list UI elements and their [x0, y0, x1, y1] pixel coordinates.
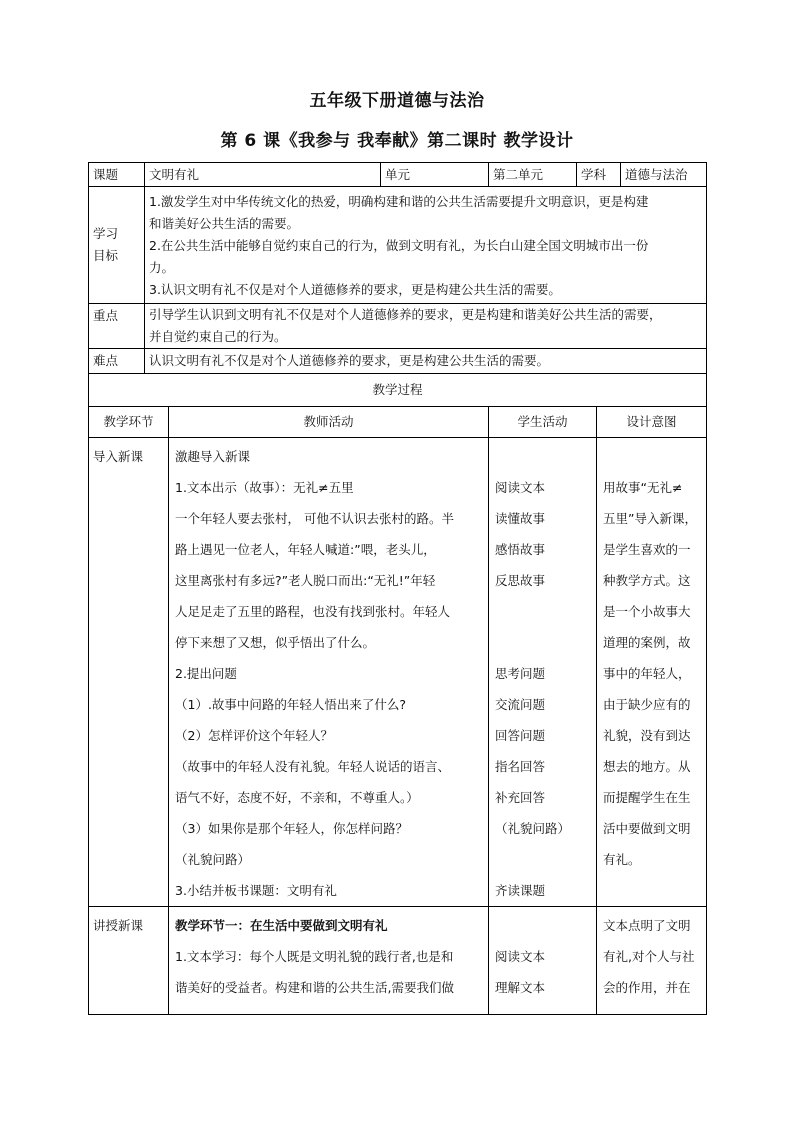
intent-line: 有礼。 [603, 852, 641, 867]
student-line: 齐读课题 [495, 883, 546, 898]
student-line: 反思故事 [495, 573, 546, 588]
intro-section-row [89, 438, 707, 907]
goals-content [145, 187, 707, 304]
student-line [495, 596, 592, 627]
difficulty-row [89, 349, 707, 374]
student-line: 指名回答 [495, 759, 546, 774]
intent-line: 用故事“无礼≠ [603, 480, 683, 495]
unit-label: 单元 [381, 163, 489, 187]
difficulty-content: 认识文明有礼不仅是对个人道德修养的要求，更是构建公共生活的需要。 [145, 349, 707, 374]
teacher-line: （礼貌问路） [175, 852, 251, 867]
lesson-plan-table [88, 162, 707, 1015]
teacher-line: 路上遇见一位老人，年轻人喊道:”喂，老头儿， [175, 542, 436, 557]
intro-student-activity [489, 438, 597, 907]
intent-line: 想去的地方。从 [603, 759, 691, 774]
goals-line: 2.在公共生活中能够自觉约束自己的行为，做到文明有礼，为长白山建全国文明城市出一份 [149, 238, 649, 253]
student-line [495, 627, 592, 658]
intent-line: 会的作用，并在 [603, 980, 691, 995]
col-header-intent: 设计意图 [597, 407, 707, 438]
teacher-line: 停下来想了又想，似乎悟出了什么。 [175, 635, 376, 650]
intent-line: 文本点明了文明 [603, 918, 691, 933]
student-line: 回答问题 [495, 728, 546, 743]
teach-student-activity [489, 907, 597, 1015]
student-line: 交流问题 [495, 697, 546, 712]
teach-design-intent [597, 907, 707, 1015]
teach-stage-name [89, 907, 169, 1015]
teach-section-row [89, 907, 707, 1015]
intro-design-intent [597, 438, 707, 907]
teacher-line: 激趣导入新课 [175, 449, 251, 464]
intent-line: 由于缺少应有的 [603, 697, 691, 712]
teacher-line-heading: 教学环节一：在生活中要做到文明有礼 [175, 918, 388, 933]
col-header-stage: 教学环节 [89, 407, 169, 438]
process-header-row [89, 374, 707, 407]
student-line [495, 844, 592, 875]
teach-teacher-activity [169, 907, 489, 1015]
intent-line: 道理的案例，故 [603, 635, 691, 650]
intent-line: 种教学方式。这 [603, 573, 691, 588]
intro-teacher-activity [169, 438, 489, 907]
teacher-line: 1.文本出示（故事）：无礼≠五里 [175, 480, 354, 495]
info-row [89, 163, 707, 187]
teacher-line: 语气不好，态度不好，不亲和，不尊重人。） [175, 790, 419, 805]
discipline-label: 学科 [577, 163, 621, 187]
col-header-teacher: 教师活动 [169, 407, 489, 438]
goals-line: 和谐美好公共生活的需要。 [149, 216, 300, 231]
teacher-line: 人足足走了五里的路程，也没有找到张村。年轻人 [175, 604, 451, 619]
intent-line: 礼貌，没有到达 [603, 728, 691, 743]
teach-stage-label: 讲授新课 [93, 918, 144, 933]
intent-line: 事中的年轻人， [603, 666, 691, 681]
goals-label [89, 187, 145, 304]
difficulty-label: 难点 [89, 349, 145, 374]
intent-line: 是一个小故事大 [603, 604, 691, 619]
intent-line: 五里”导入新课， [603, 511, 698, 526]
student-line: 补充回答 [495, 790, 546, 805]
student-line [495, 910, 592, 941]
intro-stage-label: 导入新课 [93, 449, 144, 464]
key-point-line: 引导学生认识到文明有礼不仅是对个人道德修养的要求，更是构建和谐美好公共生活的需要， [149, 307, 662, 322]
student-line: 思考问题 [495, 666, 546, 681]
teacher-line: 1.文本学习：每个人既是文明礼貌的践行者,也是和 [175, 949, 454, 964]
key-point-content [145, 304, 707, 349]
discipline-value: 道德与法治 [621, 163, 707, 187]
goals-line: 力。 [149, 260, 175, 275]
goals-label-line2: 目标 [93, 248, 119, 263]
student-line: 理解文本 [495, 980, 546, 995]
goals-row [89, 187, 707, 304]
goals-label-line1: 学习 [93, 226, 119, 241]
column-header-row [89, 407, 707, 438]
student-line: 阅读文本 [495, 949, 546, 964]
teacher-line: 谐美好的受益者。构建和谐的公共生活,需要我们做 [175, 980, 454, 995]
unit-value: 第二单元 [489, 163, 577, 187]
document-subtitle: 第 6 课《我参与 我奉献》第二课时 教学设计 [220, 131, 574, 151]
col-header-student: 学生活动 [489, 407, 597, 438]
student-line: 感悟故事 [495, 542, 546, 557]
key-point-row [89, 304, 707, 349]
teacher-line: 一个年轻人要去张村， 可他不认识去张村的路。半 [175, 511, 454, 526]
intent-line: 而提醒学生在生 [603, 790, 691, 805]
process-header: 教学过程 [89, 374, 707, 407]
student-line: （礼貌问路） [495, 821, 571, 836]
teacher-line: （3）如果你是那个年轻人，你怎样问路？ [175, 821, 408, 836]
subject-value: 文明有礼 [145, 163, 381, 187]
intent-line: 有礼,对个人与社 [603, 949, 695, 964]
goals-line: 3.认识文明有礼不仅是对个人道德修养的要求，更是构建公共生活的需要。 [149, 282, 561, 297]
goals-line: 1.激发学生对中华传统文化的热爱，明确构建和谐的公共生活需要提升文明意识，更是构建 [149, 194, 649, 209]
teacher-line: （2）怎样评价这个年轻人？ [175, 728, 333, 743]
key-point-line: 并自觉约束自己的行为。 [149, 329, 287, 344]
intent-line: 是学生喜欢的一 [603, 542, 691, 557]
intro-stage-name [89, 438, 169, 907]
document-title: 五年级下册道德与法治 [309, 91, 485, 111]
intent-line: 活中要做到文明 [603, 821, 691, 836]
student-line: 读懂故事 [495, 511, 546, 526]
key-point-label: 重点 [89, 304, 145, 349]
teacher-line: 3.小结并板书课题：文明有礼 [175, 883, 337, 898]
teacher-line: 2.提出问题 [175, 666, 237, 681]
student-line [495, 441, 592, 472]
teacher-line: 这里离张村有多远?”老人脱口而出:“无礼!”年轻 [175, 573, 436, 588]
subject-label: 课题 [89, 163, 145, 187]
teacher-line: （1）.故事中问路的年轻人悟出来了什么? [175, 697, 407, 712]
teacher-line: （故事中的年轻人没有礼貌。年轻人说话的语言、 [175, 759, 451, 774]
student-line: 阅读文本 [495, 480, 546, 495]
